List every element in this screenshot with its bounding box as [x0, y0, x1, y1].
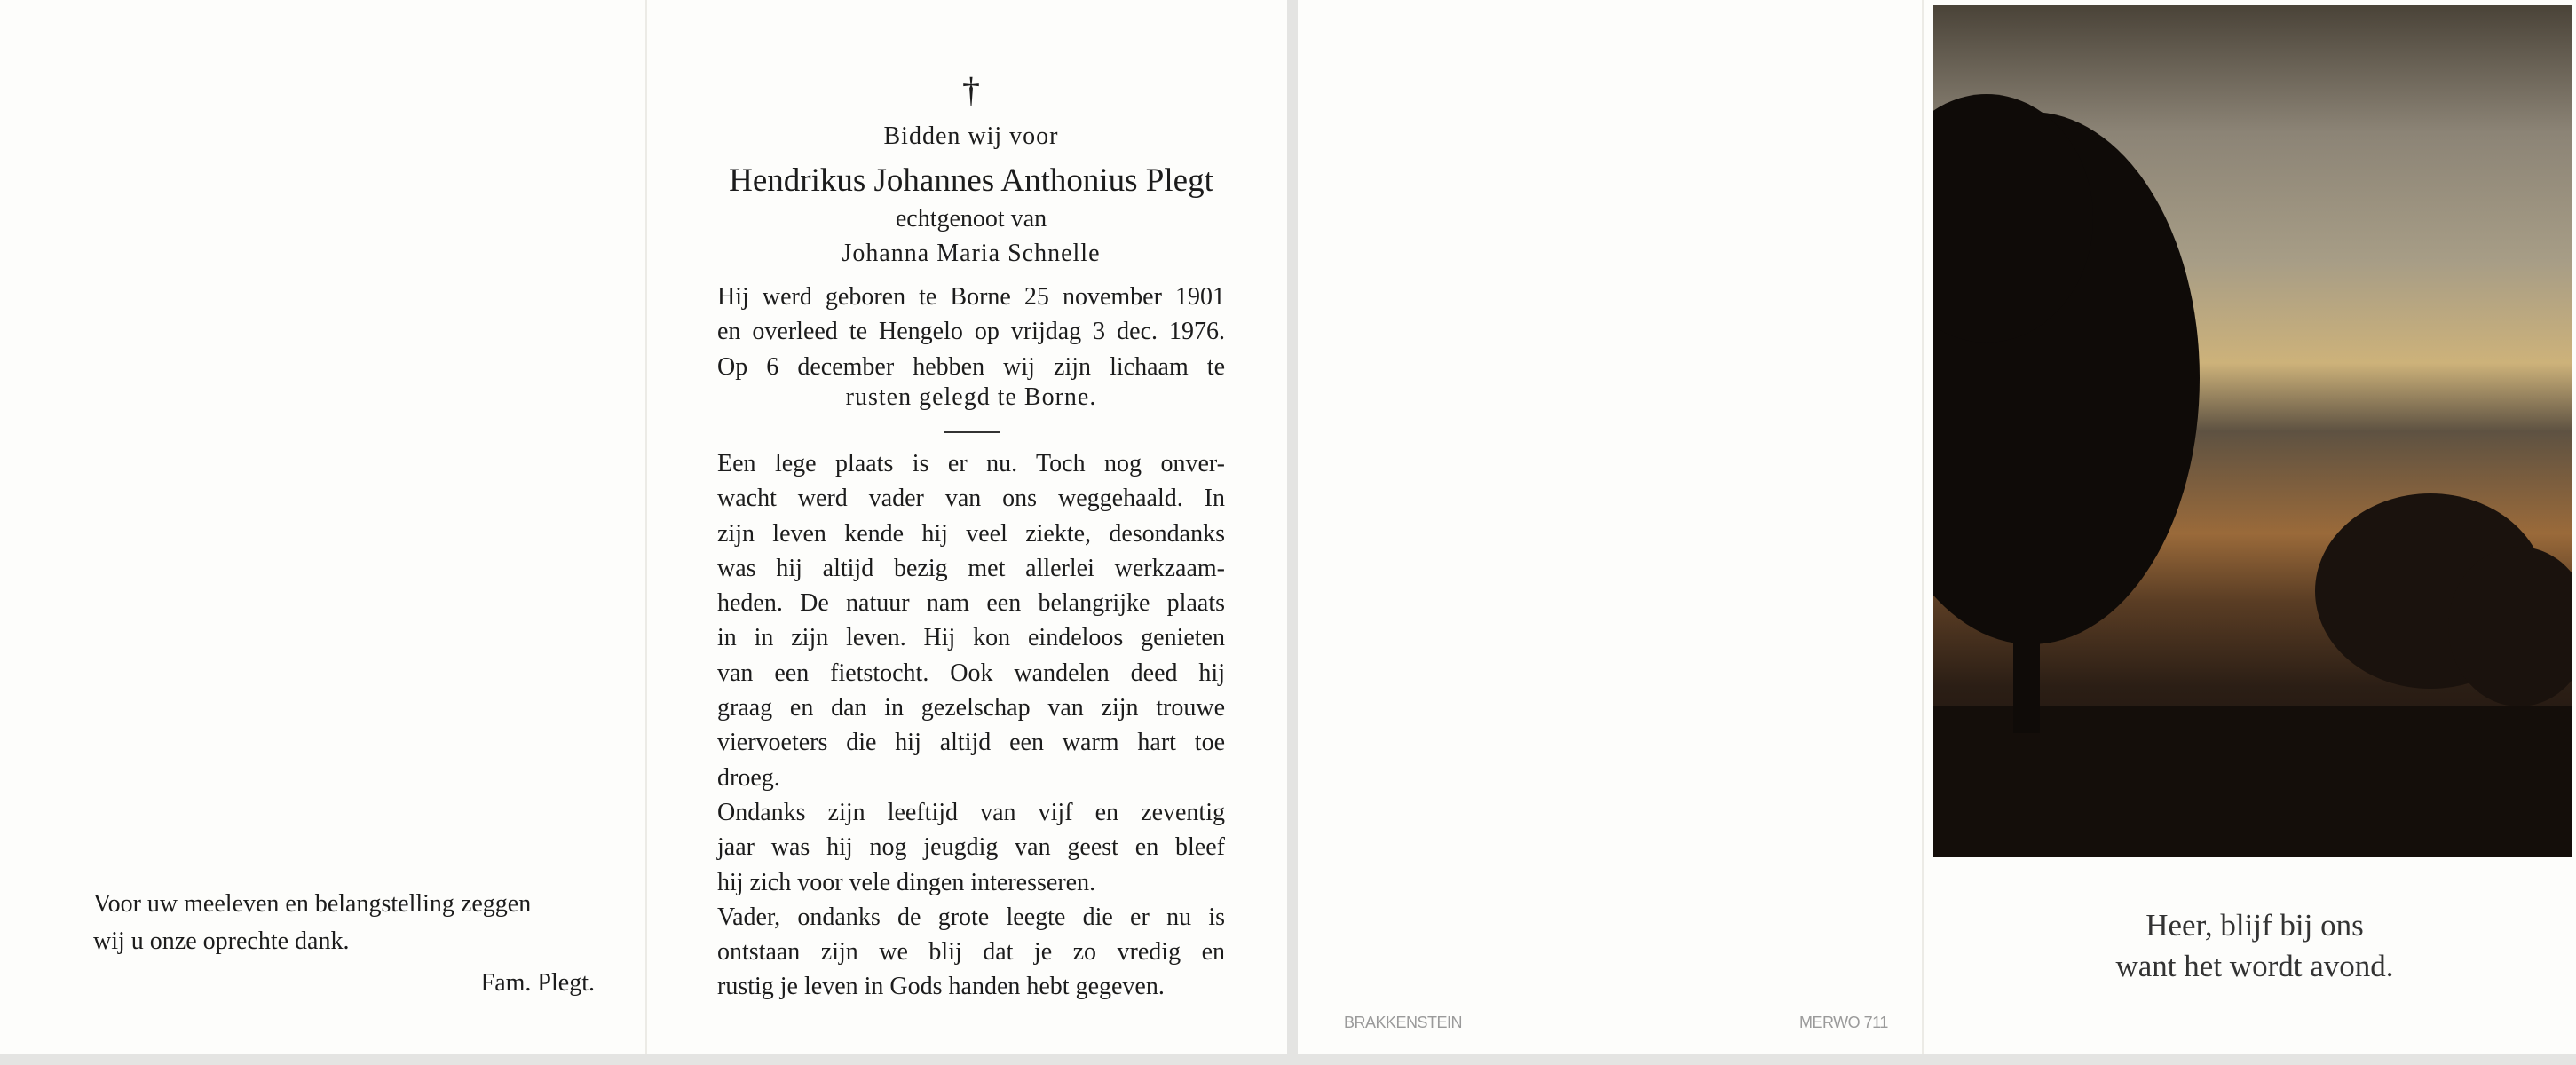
cross-icon: † [962, 70, 980, 110]
text-line: van een fietstocht. Ook wandelen deed hij [717, 659, 1225, 687]
verse [1933, 905, 2576, 987]
divider [944, 431, 1000, 433]
memorial-card-inside [0, 0, 1287, 1054]
thanks-line: Voor uw meeleven en belangstelling zeggen [93, 890, 532, 918]
text-line: zijn leven kende hij veel ziekte, desondanks [717, 519, 1225, 548]
text-line: droeg. [717, 763, 780, 792]
thanks-message [93, 886, 531, 960]
text-line: Vader, ondanks de grote leegte die er nu is [717, 903, 1225, 931]
text-line: was hij altijd bezig met allerlei werkzaam- [717, 554, 1225, 582]
thanks-line: wij u onze oprechte dank. [93, 927, 350, 955]
text-line: rustig je leven in Gods handen hebt gegeven. [717, 973, 1165, 1001]
text-line: wacht werd vader van ons weggehaald. In [717, 485, 1225, 513]
fold-line [1922, 0, 1924, 1054]
text-line: Op 6 december hebben wij zijn lichaam te [717, 352, 1225, 381]
publisher-label: BRAKKENSTEIN [1344, 1014, 1463, 1031]
tribute-text [717, 446, 1225, 1005]
text-line: hij zich voor vele dingen interesseren. [717, 868, 1096, 896]
deceased-name: Hendrikus Johannes Anthonius Plegt [729, 162, 1213, 199]
text-line: Hij werd geboren te Borne 25 november 1901 [717, 283, 1225, 311]
text-line: viervoeters die hij altijd een warm hart toe [717, 729, 1225, 757]
life-last-line: rusten gelegd te Borne. [845, 383, 1097, 411]
memorial-card-outside [1298, 0, 2576, 1054]
text-line: en overleed te Hengelo op vrijdag 3 dec. 1976. [717, 318, 1225, 346]
product-code: MERWO 711 [1799, 1014, 1888, 1031]
text-line: Ondanks zijn leeftijd van vijf en zeventig [717, 798, 1225, 826]
life-dates [717, 280, 1225, 384]
text-line: in in zijn leven. Hij kon eindeloos genieten [717, 624, 1225, 652]
fold-line [645, 0, 647, 1054]
intro-text: Bidden wij voor [883, 122, 1059, 150]
verse-line: Heer, blijf bij ons [2145, 908, 2364, 943]
text-line: Een lege plaats is er nu. Toch nog onver- [717, 450, 1225, 477]
sunset-photo [1933, 5, 2572, 857]
spouse-label: echtgenoot van [895, 205, 1047, 233]
signature: Fam. Plegt. [480, 969, 595, 997]
text-line: ontstaan zijn we blij dat je zo vredig en [717, 938, 1225, 966]
text-line: heden. De natuur nam een belangrijke plaats [717, 589, 1225, 618]
spouse-name: Johanna Maria Schnelle [842, 240, 1101, 267]
text-line: graag en dan in gezelschap van zijn trouwe [717, 694, 1225, 722]
text-line: jaar was hij nog jeugdig van geest en bleef [717, 833, 1225, 862]
verse-line: want het wordt avond. [2115, 949, 2394, 983]
